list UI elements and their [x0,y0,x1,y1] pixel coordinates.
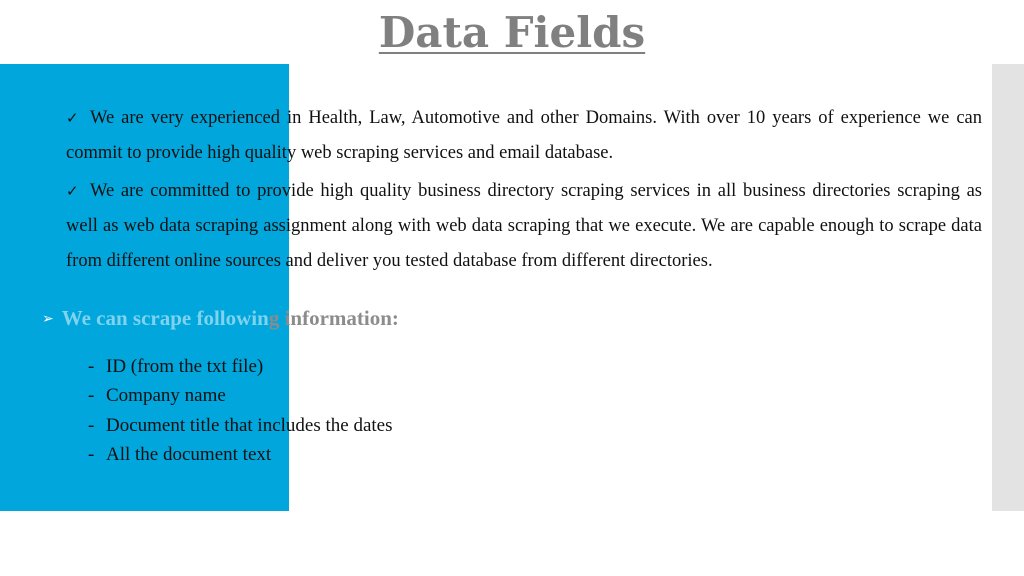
list-item: - Company name [88,385,226,407]
arrow-bullet-icon: ➢ [42,311,54,327]
checkmark-icon: ✓ [66,109,79,127]
fields-subheading [42,306,399,331]
gray-side-bar [992,64,1024,511]
list-item: - All the document text [88,443,272,465]
paragraph-experience [66,101,982,171]
list-item: - Document title that includes the dates [88,414,393,436]
paragraph-commitment [66,174,982,279]
list-item: - ID (from the txt file) [88,356,264,377]
paragraph-text: We are committed to provide high quality business directory scraping services in all business directories scraping as well as web data scraping assignment along with web data scraping that we execute. We are capable enough to scrape data from different online sources and deliver you tested database from different directories. [66,181,982,271]
subheading-text-part: We can scrape followin [61,306,269,330]
slide-title: Data Fields [378,8,646,57]
slide-body [66,101,982,282]
fields-list [88,352,393,469]
subheading-text-part: g information: [268,306,399,330]
checkmark-icon: ✓ [66,182,79,200]
paragraph-text: We are very experienced in Health, Law, Automotive and other Domains. With over 10 years of experience we can commit to provide high quality web scraping services and email database. [66,108,982,163]
